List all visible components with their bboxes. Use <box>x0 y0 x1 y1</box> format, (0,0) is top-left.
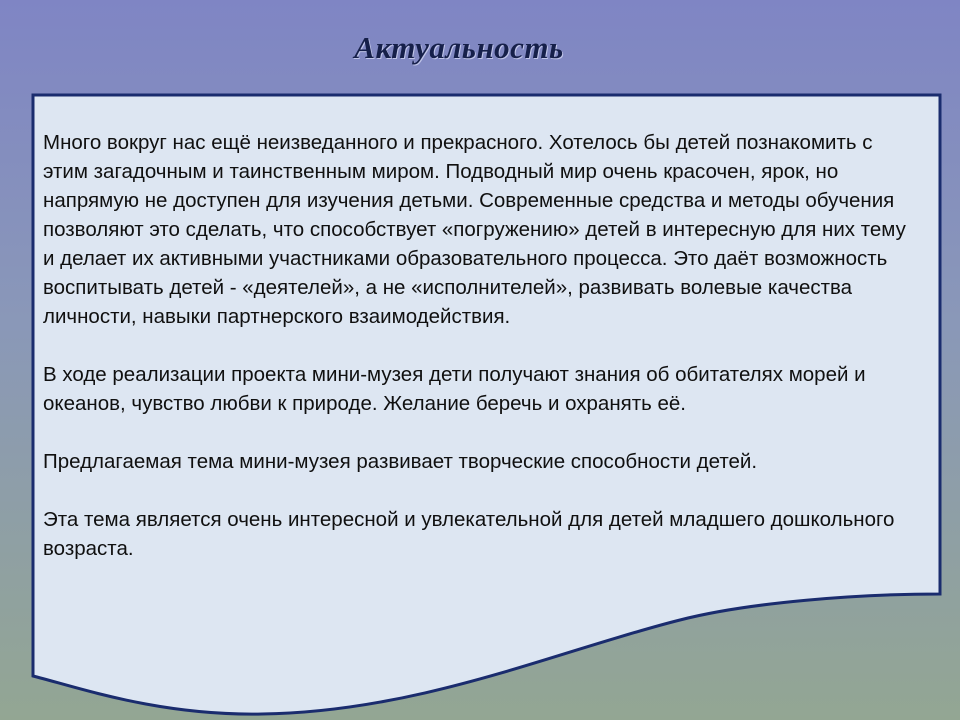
paragraph-relevance-intro: Много вокруг нас ещё неизведанного и прекрасного. Хотелось бы детей познакомить с этим загадочным и таинственным миром. Подводный мир очень красочен, ярок, но напрямую не доступен для изучения детьми. Современные средства и методы обучения позволяют это сделать, что способствует «погружению» детей в интересную для них тему и делает их активными участниками образовательного процесса. Это даёт возможность воспитывать детей - «деятелей», а не «исполнителей», развивать волевые качества личности, навыки партнерского взаимодействия. <box>43 131 906 328</box>
document-body <box>43 128 923 592</box>
paragraph-age-interest: Эта тема является очень интересной и увлекательной для детей младшего дошкольного возраста. <box>43 508 895 560</box>
slide-title: Актуальность <box>354 30 564 65</box>
paragraph-creativity: Предлагаемая тема мини-музея развивает творческие способности детей. <box>43 450 758 473</box>
paragraph-project-knowledge: В ходе реализации проекта мини-музея дети получают знания об обитателях морей и океанов, чувство любви к природе. Желание беречь и охранять её. <box>43 363 866 415</box>
